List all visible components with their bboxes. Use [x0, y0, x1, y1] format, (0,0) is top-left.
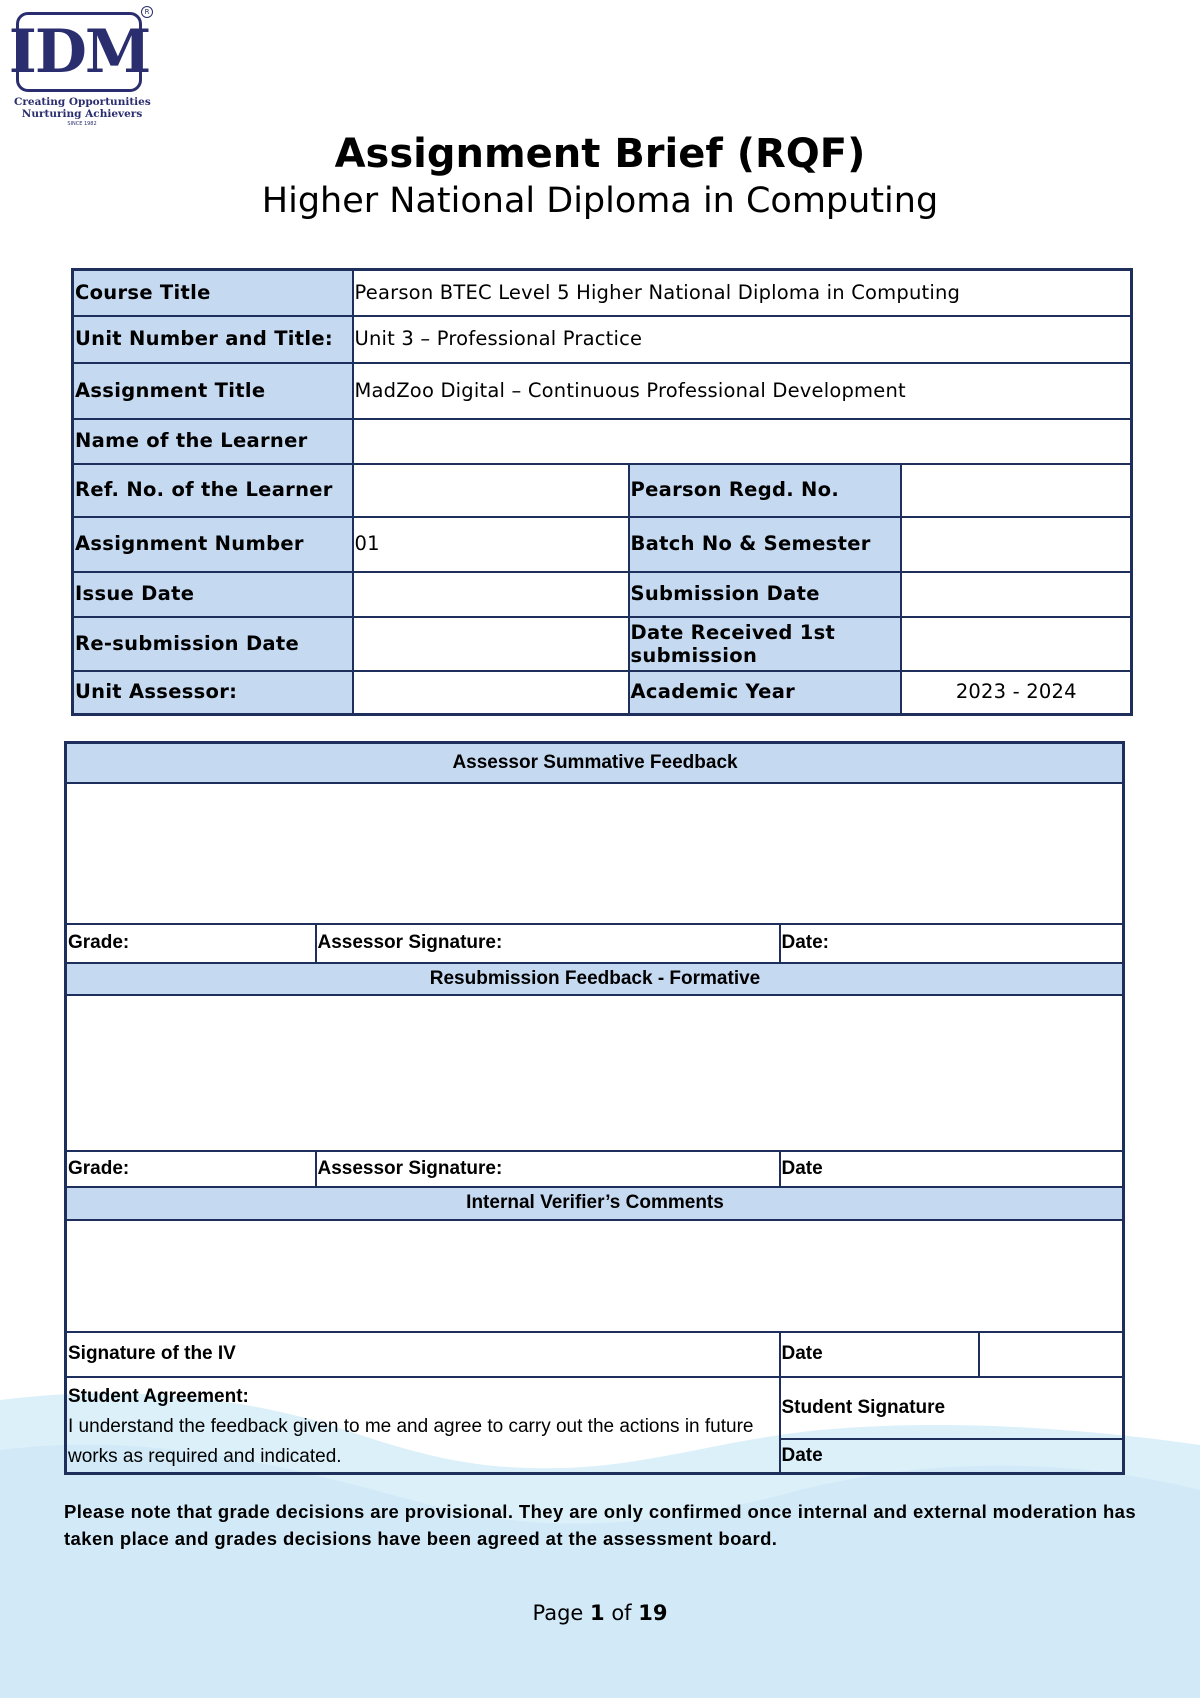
table-row [66, 1151, 1124, 1187]
assessor-signature-label: Assessor Signature: [316, 1151, 780, 1187]
page-number [0, 1601, 1200, 1625]
date-received-label: Date Received 1st submission [629, 617, 901, 671]
table-row [66, 924, 1124, 963]
unit-value: Unit 3 – Professional Practice [353, 316, 1132, 363]
table-row [66, 1332, 1124, 1377]
student-agreement-text: I understand the feedback given to me and agree to carry out the actions in future works as required and indicated. [68, 1415, 754, 1467]
assignment-info-table [71, 268, 1133, 716]
logo-box [8, 12, 150, 92]
logo-tagline-1: Creating Opportunities [14, 96, 151, 108]
iv-date-field[interactable] [979, 1332, 1124, 1377]
date-received-field[interactable] [901, 617, 1132, 671]
grade-note: Please note that grade decisions are provisional. They are only confirmed once internal and external moderation has taken place and grades decisions have been agreed at the assessment board. [64, 1501, 1137, 1549]
logo-text: IDM [8, 17, 150, 87]
resubmission-date-field[interactable] [353, 617, 629, 671]
assignment-number-value: 01 [353, 517, 629, 572]
unit-assessor-label: Unit Assessor: [73, 671, 353, 715]
iv-signature-label: Signature of the IV [66, 1332, 780, 1377]
assessor-signature-label: Assessor Signature: [316, 924, 780, 963]
learner-name-label: Name of the Learner [73, 419, 353, 464]
pearson-regd-field[interactable] [901, 464, 1132, 517]
academic-year-label: Academic Year [629, 671, 901, 715]
feedback-table [64, 741, 1125, 1475]
resubmission-feedback-area[interactable] [66, 995, 1124, 1151]
of-word: of [611, 1601, 632, 1625]
table-row [73, 464, 1132, 517]
page-word: Page [532, 1601, 584, 1625]
logo-tagline-2: Nurturing Achievers [21, 108, 143, 120]
table-row [73, 572, 1132, 617]
batch-label: Batch No & Semester [629, 517, 901, 572]
assignment-title-label: Assignment Title [73, 363, 353, 419]
submission-date-label: Submission Date [629, 572, 901, 617]
student-agreement-title: Student Agreement: [68, 1385, 249, 1407]
assignment-number-label: Assignment Number [73, 517, 353, 572]
page-total: 19 [638, 1601, 668, 1625]
student-signature-label: Student Signature [780, 1377, 1124, 1439]
grade-label: Grade: [66, 1151, 316, 1187]
iv-comments-area[interactable] [66, 1220, 1124, 1332]
table-row [66, 743, 1124, 783]
summative-feedback-heading: Assessor Summative Feedback [66, 743, 1124, 783]
assignment-title-value: MadZoo Digital – Continuous Professional Development [353, 363, 1132, 419]
academic-year-value: 2023 - 2024 [901, 671, 1132, 715]
date-label: Date: [780, 924, 1124, 963]
student-agreement [66, 1377, 780, 1474]
course-title-label: Course Title [73, 270, 353, 316]
learner-name-field[interactable] [353, 419, 1132, 464]
student-date-label: Date [780, 1439, 1124, 1474]
grade-label: Grade: [66, 924, 316, 963]
issue-date-field[interactable] [353, 572, 629, 617]
submission-date-field[interactable] [901, 572, 1132, 617]
table-row [66, 963, 1124, 995]
page-current: 1 [590, 1601, 605, 1625]
idm-logo [8, 8, 156, 127]
page-title: Assignment Brief (RQF) [334, 131, 866, 177]
unit-assessor-field[interactable] [353, 671, 629, 715]
table-row [66, 1377, 1124, 1439]
table-row [73, 671, 1132, 715]
logo-since: SINCE 1982 [67, 121, 97, 127]
table-row [73, 270, 1132, 316]
page-subtitle: Higher National Diploma in Computing [261, 181, 939, 221]
iv-comments-heading: Internal Verifier’s Comments [66, 1187, 1124, 1220]
resubmission-date-label: Re-submission Date [73, 617, 353, 671]
table-row [73, 517, 1132, 572]
table-row [66, 1187, 1124, 1220]
table-row [66, 783, 1124, 924]
course-title-value: Pearson BTEC Level 5 Higher National Diploma in Computing [353, 270, 1132, 316]
table-row [73, 419, 1132, 464]
registered-mark-icon: R [141, 6, 153, 18]
table-row [66, 1220, 1124, 1332]
pearson-regd-label: Pearson Regd. No. [629, 464, 901, 517]
table-row [73, 363, 1132, 419]
table-row [73, 316, 1132, 363]
date-label: Date [780, 1151, 1124, 1187]
unit-label: Unit Number and Title: [73, 316, 353, 363]
issue-date-label: Issue Date [73, 572, 353, 617]
batch-field[interactable] [901, 517, 1132, 572]
resubmission-feedback-heading: Resubmission Feedback - Formative [66, 963, 1124, 995]
table-row [73, 617, 1132, 671]
ref-no-label: Ref. No. of the Learner [73, 464, 353, 517]
iv-date-label: Date [780, 1332, 979, 1377]
summative-feedback-area[interactable] [66, 783, 1124, 924]
table-row [66, 995, 1124, 1151]
ref-no-field[interactable] [353, 464, 629, 517]
